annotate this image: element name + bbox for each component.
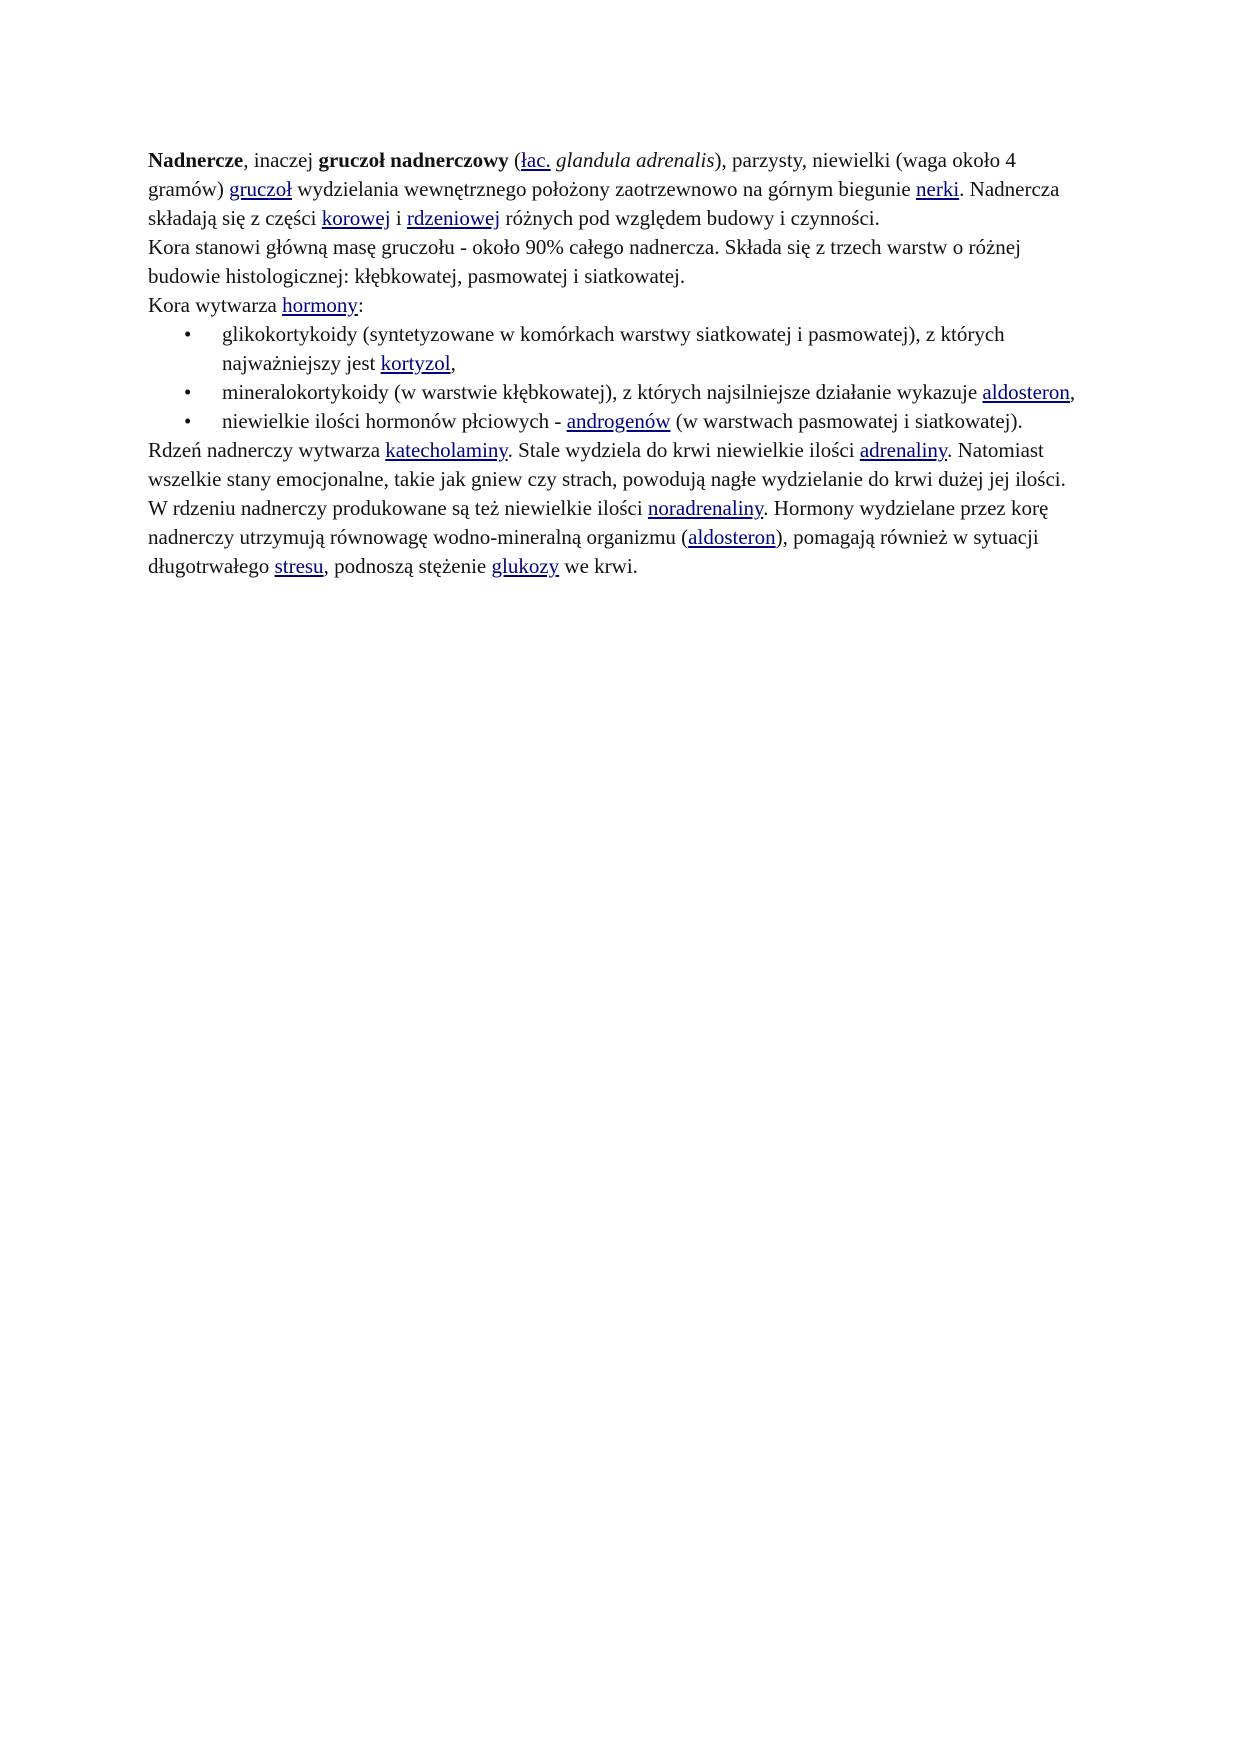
link-adrenaliny[interactable]: adrenaliny [859,438,948,462]
text-run: , [450,351,456,375]
link-hormony[interactable]: hormony [282,293,358,317]
text-run: : [357,293,364,317]
link-aldosteron-2[interactable]: aldosteron [688,525,776,549]
text-run: ), pomagają również w sytuacji długotrwałego [148,525,1039,578]
text-run: , [1069,380,1076,404]
hormone-list [148,320,1078,436]
text-run: we krwi. [559,554,638,578]
cortex-paragraph: Kora stanowi główną masę gruczołu - około 90% całego nadnercza. Składa się z trzech warstw o różnej budowie histologicznej: kłębkowatej, pasmowatej i siatkowatej. [148,235,1021,288]
link-nerki[interactable]: nerki [916,177,960,201]
text-run: różnych pod względem budowy i czynności. [500,206,880,230]
text-run: Kora wytwarza [148,293,283,317]
list-item [184,320,1078,378]
link-lac[interactable]: łac. [521,148,551,172]
document-page [148,146,1078,581]
text-run: mineralokortykoidy (w warstwie kłębkowatej), z których najsilniejsze działanie wykazuje [222,380,983,404]
text-run: . Nadnercza składają się z części [148,177,1060,230]
text-run: glikokortykoidy (syntetyzowane w komórkach warstwy siatkowatej i pasmowatej), z których najważniejszy jest [222,322,1005,375]
bullet-icon: • [184,322,192,346]
term-nadnercze: Nadnercze [148,148,244,172]
bullet-icon: • [184,409,192,433]
text-run: niewielkie ilości hormonów płciowych - [222,409,567,433]
text-run: wydzielania wewnętrznego położony zaotrzewnowo na górnym biegunie [292,177,916,201]
cortex-hormones-intro [148,291,1078,320]
text-run: . Stale wydziela do krwi niewielkie ilości [507,438,860,462]
link-noradrenaliny[interactable]: noradrenaliny [647,496,764,520]
text-run: . Hormony wydzielane przez korę nadnerczy utrzymują równowagę wodno-mineralną organizmu ( [148,496,1049,549]
text-run: ( [508,148,522,172]
link-kortyzol[interactable]: kortyzol [380,351,451,375]
link-gruczol[interactable]: gruczoł [229,177,293,201]
text-run: . Natomiast wszelkie stany emocjonalne, takie jak gniew czy strach, powodują nagłe wydzielanie do krwi dużej jej ilości. W rdzeniu nadnerczy produkowane są też niewielkie ilości [148,438,1066,520]
text-run: Rdzeń nadnerczy wytwarza [148,438,386,462]
link-korowej[interactable]: korowej [321,206,391,230]
link-rdzeniowej[interactable]: rdzeniowej [406,206,501,230]
latin-name: glandula adrenalis [556,148,715,172]
intro-paragraph [148,146,1078,233]
link-androgenow[interactable]: androgenów [566,409,671,433]
text-run: (w warstwach pasmowatej i siatkowatej). [670,409,1023,433]
text-run: , inaczej [243,148,319,172]
text-run: , podnoszą stężenie [323,554,492,578]
text-run: ), parzysty, niewielki (waga około 4 gramów) [148,148,1016,201]
list-item [184,407,1078,436]
link-glukozy[interactable]: glukozy [491,554,560,578]
medulla-paragraph [148,436,1078,581]
link-stresu[interactable]: stresu [274,554,324,578]
term-gruczol-nadnerczowy: gruczoł nadnerczowy [318,148,509,172]
link-aldosteron[interactable]: aldosteron [982,380,1070,404]
text-run: i [390,206,407,230]
bullet-icon: • [184,380,192,404]
list-item [184,378,1078,407]
link-katecholaminy[interactable]: katecholaminy [385,438,508,462]
